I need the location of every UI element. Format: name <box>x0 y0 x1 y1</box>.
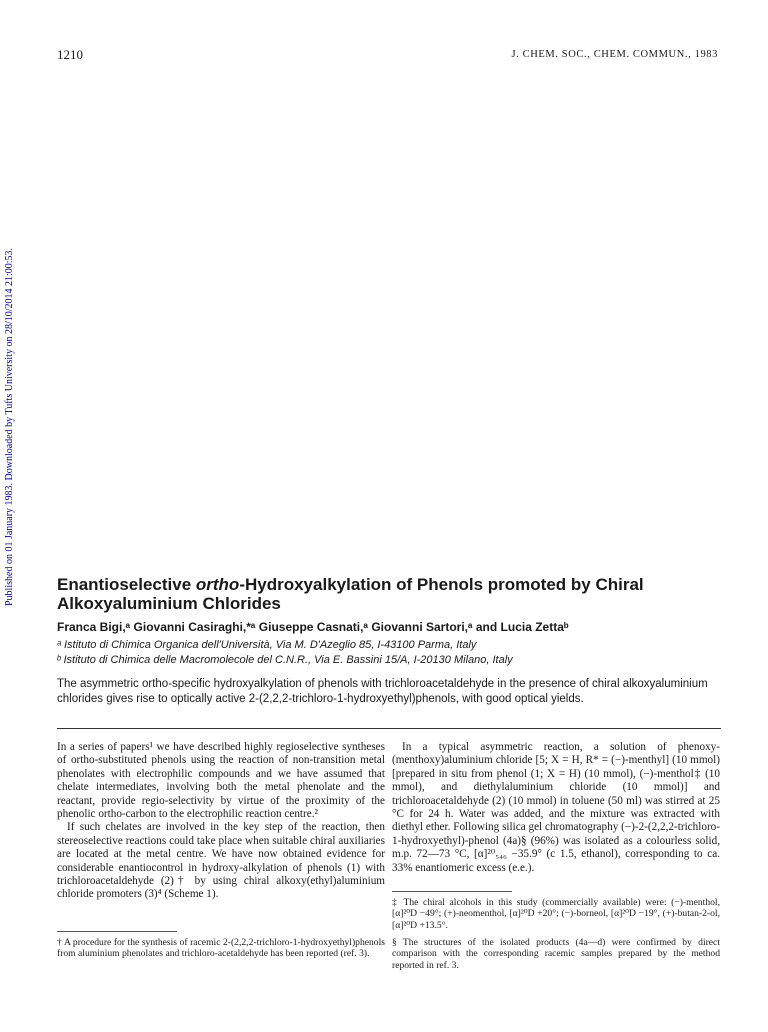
body-paragraph-3: In a typical asymmetric reaction, a solution of phenoxy-(menthoxy)aluminium chloride [5; X = H, R* = (−)-menthyl] (10 mmol) [prepared in situ from phenol (1; X = H) (10 mmol), (−)-menthol‡ (10 mmol), and diethylaluminium chloride (10 mmol)] and trichloroacetaldehyde (2) (10 mmol) in toluene (50 ml) was stirred at 25 °C for 24 h. Water was added, and the mixture was extracted with diethyl ether. Following silica gel chromatography (−)-2-(2,2,2-trichloro-1-hydroxyethyl)-phenol (4a)§ (96%) was isolated as a colourless solid, m.p. 72—73 °C, [α]²⁰₅₄₆ −35.9° (c 1.5, ethanol), corresponding to ca. 33% enantiomeric excess (e.e.). <box>392 741 720 874</box>
title-line1-post: -Hydroxyalkylation of Phenols promoted by Chiral <box>239 575 644 594</box>
title-line1-pre: Enantioselective <box>57 575 196 594</box>
footnote-divider-right <box>392 891 512 892</box>
body-paragraph-2: If such chelates are involved in the key step of the reaction, then stereoselective reactions could take place when suitable chiral auxiliaries are located at the metal centre. We have now obtained evidence for considerable enantiocontrol in hydroxy-alkylation of phenols (1) with trichloroacetaldehyde (2)† by using chiral alkoxy(ethyl)aluminium chloride promoters (3)⁴ (Scheme 1). <box>57 821 385 901</box>
journal-running-head: J. CHEM. SOC., CHEM. COMMUN., 1983 <box>511 49 718 60</box>
author-list: Franca Bigi,ᵃ Giovanni Casiraghi,*ᵃ Giuseppe Casnati,ᵃ Giovanni Sartori,ᵃ and Lucia Zettaᵇ <box>57 620 569 634</box>
title-line2: Alkoxyaluminium Chlorides <box>57 593 281 613</box>
left-column <box>57 741 385 902</box>
section-divider <box>57 728 721 729</box>
footnote-section: § The structures of the isolated products (4a—d) were confirmed by direct comparison with the corresponding racemic samples prepared by the method reported in ref. 3. <box>392 937 720 971</box>
footnote-double-dagger: ‡ The chiral alcohols in this study (commercially available) were: (−)-menthol, [α]²⁰D −49°; (+)-neomenthol, [α]²⁰D +20°; (−)-borneol, [α]²⁰D −19°, (+)-butan-2-ol, [α]²⁰D +13.5°. <box>392 897 720 931</box>
abstract: The asymmetric ortho-specific hydroxyalkylation of phenols with trichloroacetaldehyde in the presence of chiral alkoxyaluminium chlorides gives rise to optically active 2-(2,2,2-trichloro-1-hydroxyethyl)phenols, with good optical yields. <box>57 678 708 705</box>
article-title <box>57 576 727 613</box>
affiliation-b: ᵇ Istituto di Chimica delle Macromolecole del C.N.R., Via E. Bassini 15/A, I-20130 Milano, Italy <box>57 654 513 666</box>
body-paragraph-1: In a series of papers¹ we have described highly regioselective syntheses of ortho-substituted phenols using the reaction of non-transition metal phenolates with electrophilic compounds and we have assumed that chelate intermediates, involving both the metal phenolate and the reactant, provide regio-selectivity by virtue of the proximity of the phenolic ortho-carbon to the electrophilic reaction centre.² <box>57 741 385 821</box>
footnote-dagger: † A procedure for the synthesis of racemic 2-(2,2,2-trichloro-1-hydroxyethyl)phenols from aluminium phenolates and trichloro-acetaldehyde has been reported (ref. 3). <box>57 937 385 960</box>
download-notice[interactable]: Published on 01 January 1983. Downloaded by Tufts University on 28/10/2014 21:00:53. <box>4 247 15 606</box>
page-number: 1210 <box>57 47 83 62</box>
affiliation-a: ᵃ Istituto di Chimica Organica dell'Università, Via M. D'Azeglio 85, I-43100 Parma, Italy <box>57 639 477 651</box>
title-line1-italic: ortho <box>195 575 240 594</box>
footnote-divider-left <box>57 931 177 932</box>
right-column <box>392 741 720 875</box>
